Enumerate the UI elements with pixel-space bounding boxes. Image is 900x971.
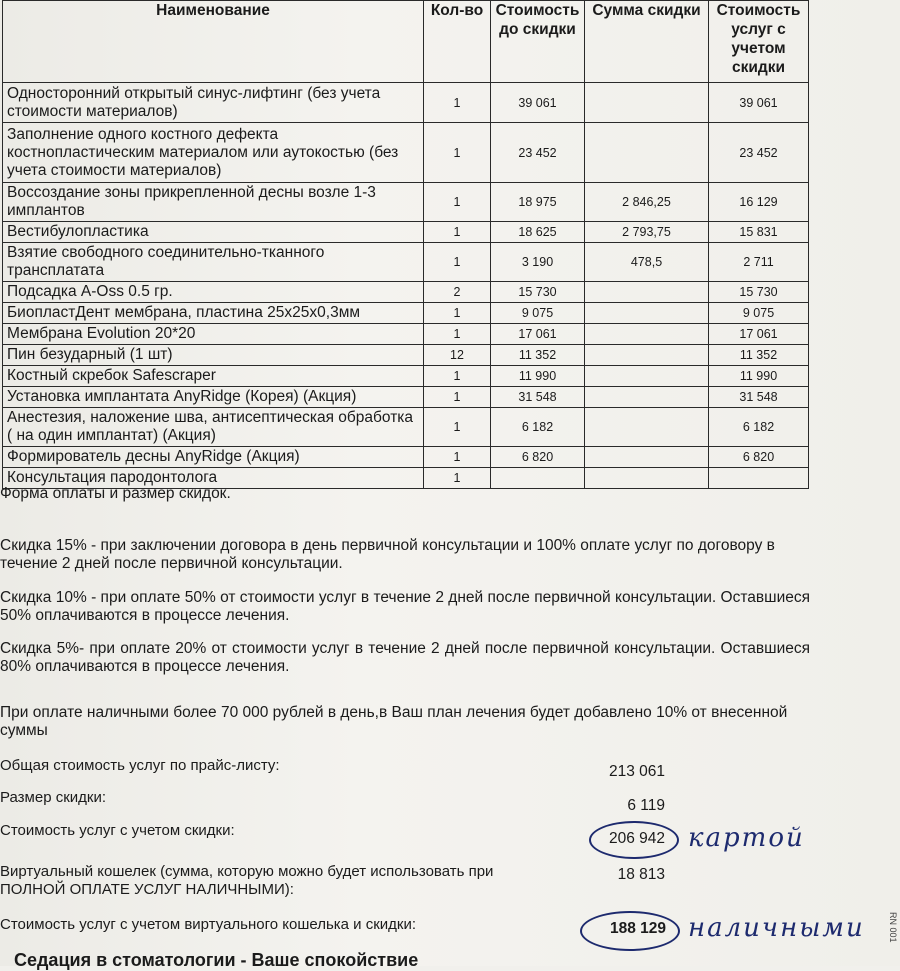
row-qty: 1 — [424, 243, 491, 282]
wallet-label — [0, 863, 493, 899]
row-price — [491, 468, 585, 489]
row-qty: 1 — [424, 183, 491, 222]
row-total: 15 831 — [709, 222, 809, 243]
row-name: Взятие свободного соединительно-тканного трансплатата — [3, 243, 424, 282]
header-total: Стоимость услуг с учетом скидки — [709, 1, 809, 83]
total-value: 213 061 — [608, 763, 665, 780]
header-price: Стоимость до скидки — [491, 1, 585, 83]
row-total: 9 075 — [709, 303, 809, 324]
row-discount: 2 793,75 — [585, 222, 709, 243]
table-row — [3, 408, 809, 447]
row-discount — [585, 324, 709, 345]
row-total: 11 352 — [709, 345, 809, 366]
row-qty: 1 — [424, 447, 491, 468]
row-name: Костный скребок Safescraper — [3, 366, 424, 387]
discount-10-paragraph: Скидка 10% - при оплате 50% от стоимости услуг в течение 2 дней после первичной консультации. Оставшиеся 50% оплачиваются в процессе лечения. — [0, 589, 810, 624]
row-qty: 1 — [424, 408, 491, 447]
row-discount — [585, 408, 709, 447]
row-price: 39 061 — [491, 83, 585, 123]
table-row — [3, 324, 809, 345]
row-discount — [585, 366, 709, 387]
row-price: 6 182 — [491, 408, 585, 447]
final-value: 188 129 — [609, 920, 666, 937]
row-name: БиопластДент мембрана, пластина 25x25x0,3мм — [3, 303, 424, 324]
row-qty: 12 — [424, 345, 491, 366]
row-price: 11 352 — [491, 345, 585, 366]
table-row — [3, 83, 809, 123]
table-row — [3, 222, 809, 243]
table-row — [3, 243, 809, 282]
handwritten-cash: наличными — [688, 913, 865, 943]
row-total: 2 711 — [709, 243, 809, 282]
row-price: 17 061 — [491, 324, 585, 345]
row-total — [709, 468, 809, 489]
table-row — [3, 366, 809, 387]
row-total: 6 820 — [709, 447, 809, 468]
with-discount-label: Стоимость услуг с учетом скидки: — [0, 822, 235, 839]
row-price: 3 190 — [491, 243, 585, 282]
row-price: 31 548 — [491, 387, 585, 408]
discount-label: Размер скидки: — [0, 789, 107, 806]
row-discount: 478,5 — [585, 243, 709, 282]
row-price: 18 975 — [491, 183, 585, 222]
row-name: Вестибулопластика — [3, 222, 424, 243]
row-total: 17 061 — [709, 324, 809, 345]
row-total: 15 730 — [709, 282, 809, 303]
table-row — [3, 123, 809, 183]
table-row — [3, 447, 809, 468]
discount-value: 6 119 — [627, 797, 665, 814]
row-qty: 1 — [424, 324, 491, 345]
row-discount — [585, 83, 709, 123]
wallet-label-line2: ПОЛНОЙ ОПЛАТЕ УСЛУГ НАЛИЧНЫМИ): — [0, 881, 294, 898]
row-name: Формирователь десны AnyRidge (Акция) — [3, 447, 424, 468]
services-table — [2, 0, 809, 489]
row-name: Установка имплантата AnyRidge (Корея) (Акция) — [3, 387, 424, 408]
row-price: 15 730 — [491, 282, 585, 303]
row-total: 11 990 — [709, 366, 809, 387]
footer-text: Седация в стоматологии - Ваше спокойствие — [14, 950, 419, 970]
row-total: 23 452 — [709, 123, 809, 183]
header-discount: Сумма скидки — [585, 1, 709, 83]
table-header-row — [3, 1, 809, 83]
row-price: 9 075 — [491, 303, 585, 324]
handwritten-card: картой — [688, 823, 805, 853]
table-row — [3, 387, 809, 408]
total-label: Общая стоимость услуг по прайс-листу: — [0, 757, 280, 774]
row-qty: 1 — [424, 366, 491, 387]
row-discount — [585, 345, 709, 366]
cash-bonus-paragraph: При оплате наличными более 70 000 рублей в день,в Ваш план лечения будет добавлено 10% от внесенной суммы — [0, 704, 788, 739]
table-row — [3, 282, 809, 303]
table-row — [3, 303, 809, 324]
row-discount — [585, 303, 709, 324]
discount-5-paragraph: Скидка 5%- при оплате 20% от стоимости услуг в течение 2 дней после первичной консультации. Оставшиеся 80% оплачиваются в процессе лечения. — [0, 640, 810, 675]
row-name: Мембрана Evolution 20*20 — [3, 324, 424, 345]
wallet-value: 18 813 — [617, 866, 665, 883]
row-qty: 1 — [424, 468, 491, 489]
row-total: 31 548 — [709, 387, 809, 408]
row-price: 18 625 — [491, 222, 585, 243]
row-name: Заполнение одного костного дефекта костнопластическим материалом или аутокостью (без учета стоимости материалов) — [3, 123, 424, 183]
row-name: Анестезия, наложение шва, антисептическая обработка ( на один имплантат) (Акция) — [3, 408, 424, 447]
row-qty: 2 — [424, 282, 491, 303]
with-discount-value: 206 942 — [608, 830, 665, 847]
row-price: 23 452 — [491, 123, 585, 183]
row-price: 6 820 — [491, 447, 585, 468]
row-qty: 1 — [424, 303, 491, 324]
row-discount — [585, 468, 709, 489]
row-qty: 1 — [424, 387, 491, 408]
row-name: Воссоздание зоны прикрепленной десны возле 1-3 имплантов — [3, 183, 424, 222]
payment-caption: Форма оплаты и размер скидок. — [0, 485, 231, 502]
header-name: Наименование — [3, 1, 424, 83]
table-row — [3, 345, 809, 366]
row-price: 11 990 — [491, 366, 585, 387]
row-total: 6 182 — [709, 408, 809, 447]
row-qty: 1 — [424, 83, 491, 123]
row-total: 16 129 — [709, 183, 809, 222]
row-total: 39 061 — [709, 83, 809, 123]
row-discount — [585, 387, 709, 408]
discount-15-paragraph: Скидка 15% - при заключении договора в день первичной консультации и 100% оплате услуг по договору в течение 2 дней после первичной консультации. — [0, 537, 775, 572]
table-row — [3, 183, 809, 222]
row-qty: 1 — [424, 123, 491, 183]
row-discount — [585, 123, 709, 183]
row-name: Подсадка A-Oss 0.5 гр. — [3, 282, 424, 303]
side-code: RN 001 — [888, 912, 898, 943]
row-qty: 1 — [424, 222, 491, 243]
row-name: Пин безударный (1 шт) — [3, 345, 424, 366]
header-qty: Кол-во — [424, 1, 491, 83]
wallet-label-line1: Виртуальный кошелек (сумма, которую можно будет использовать при — [0, 863, 494, 880]
final-label: Стоимость услуг с учетом виртуального кошелька и скидки: — [0, 916, 417, 933]
row-discount — [585, 282, 709, 303]
row-discount — [585, 447, 709, 468]
row-discount: 2 846,25 — [585, 183, 709, 222]
row-name: Консультация пародонтолога — [3, 468, 424, 489]
row-name: Односторонний открытый синус-лифтинг (без учета стоимости материалов) — [3, 83, 424, 123]
